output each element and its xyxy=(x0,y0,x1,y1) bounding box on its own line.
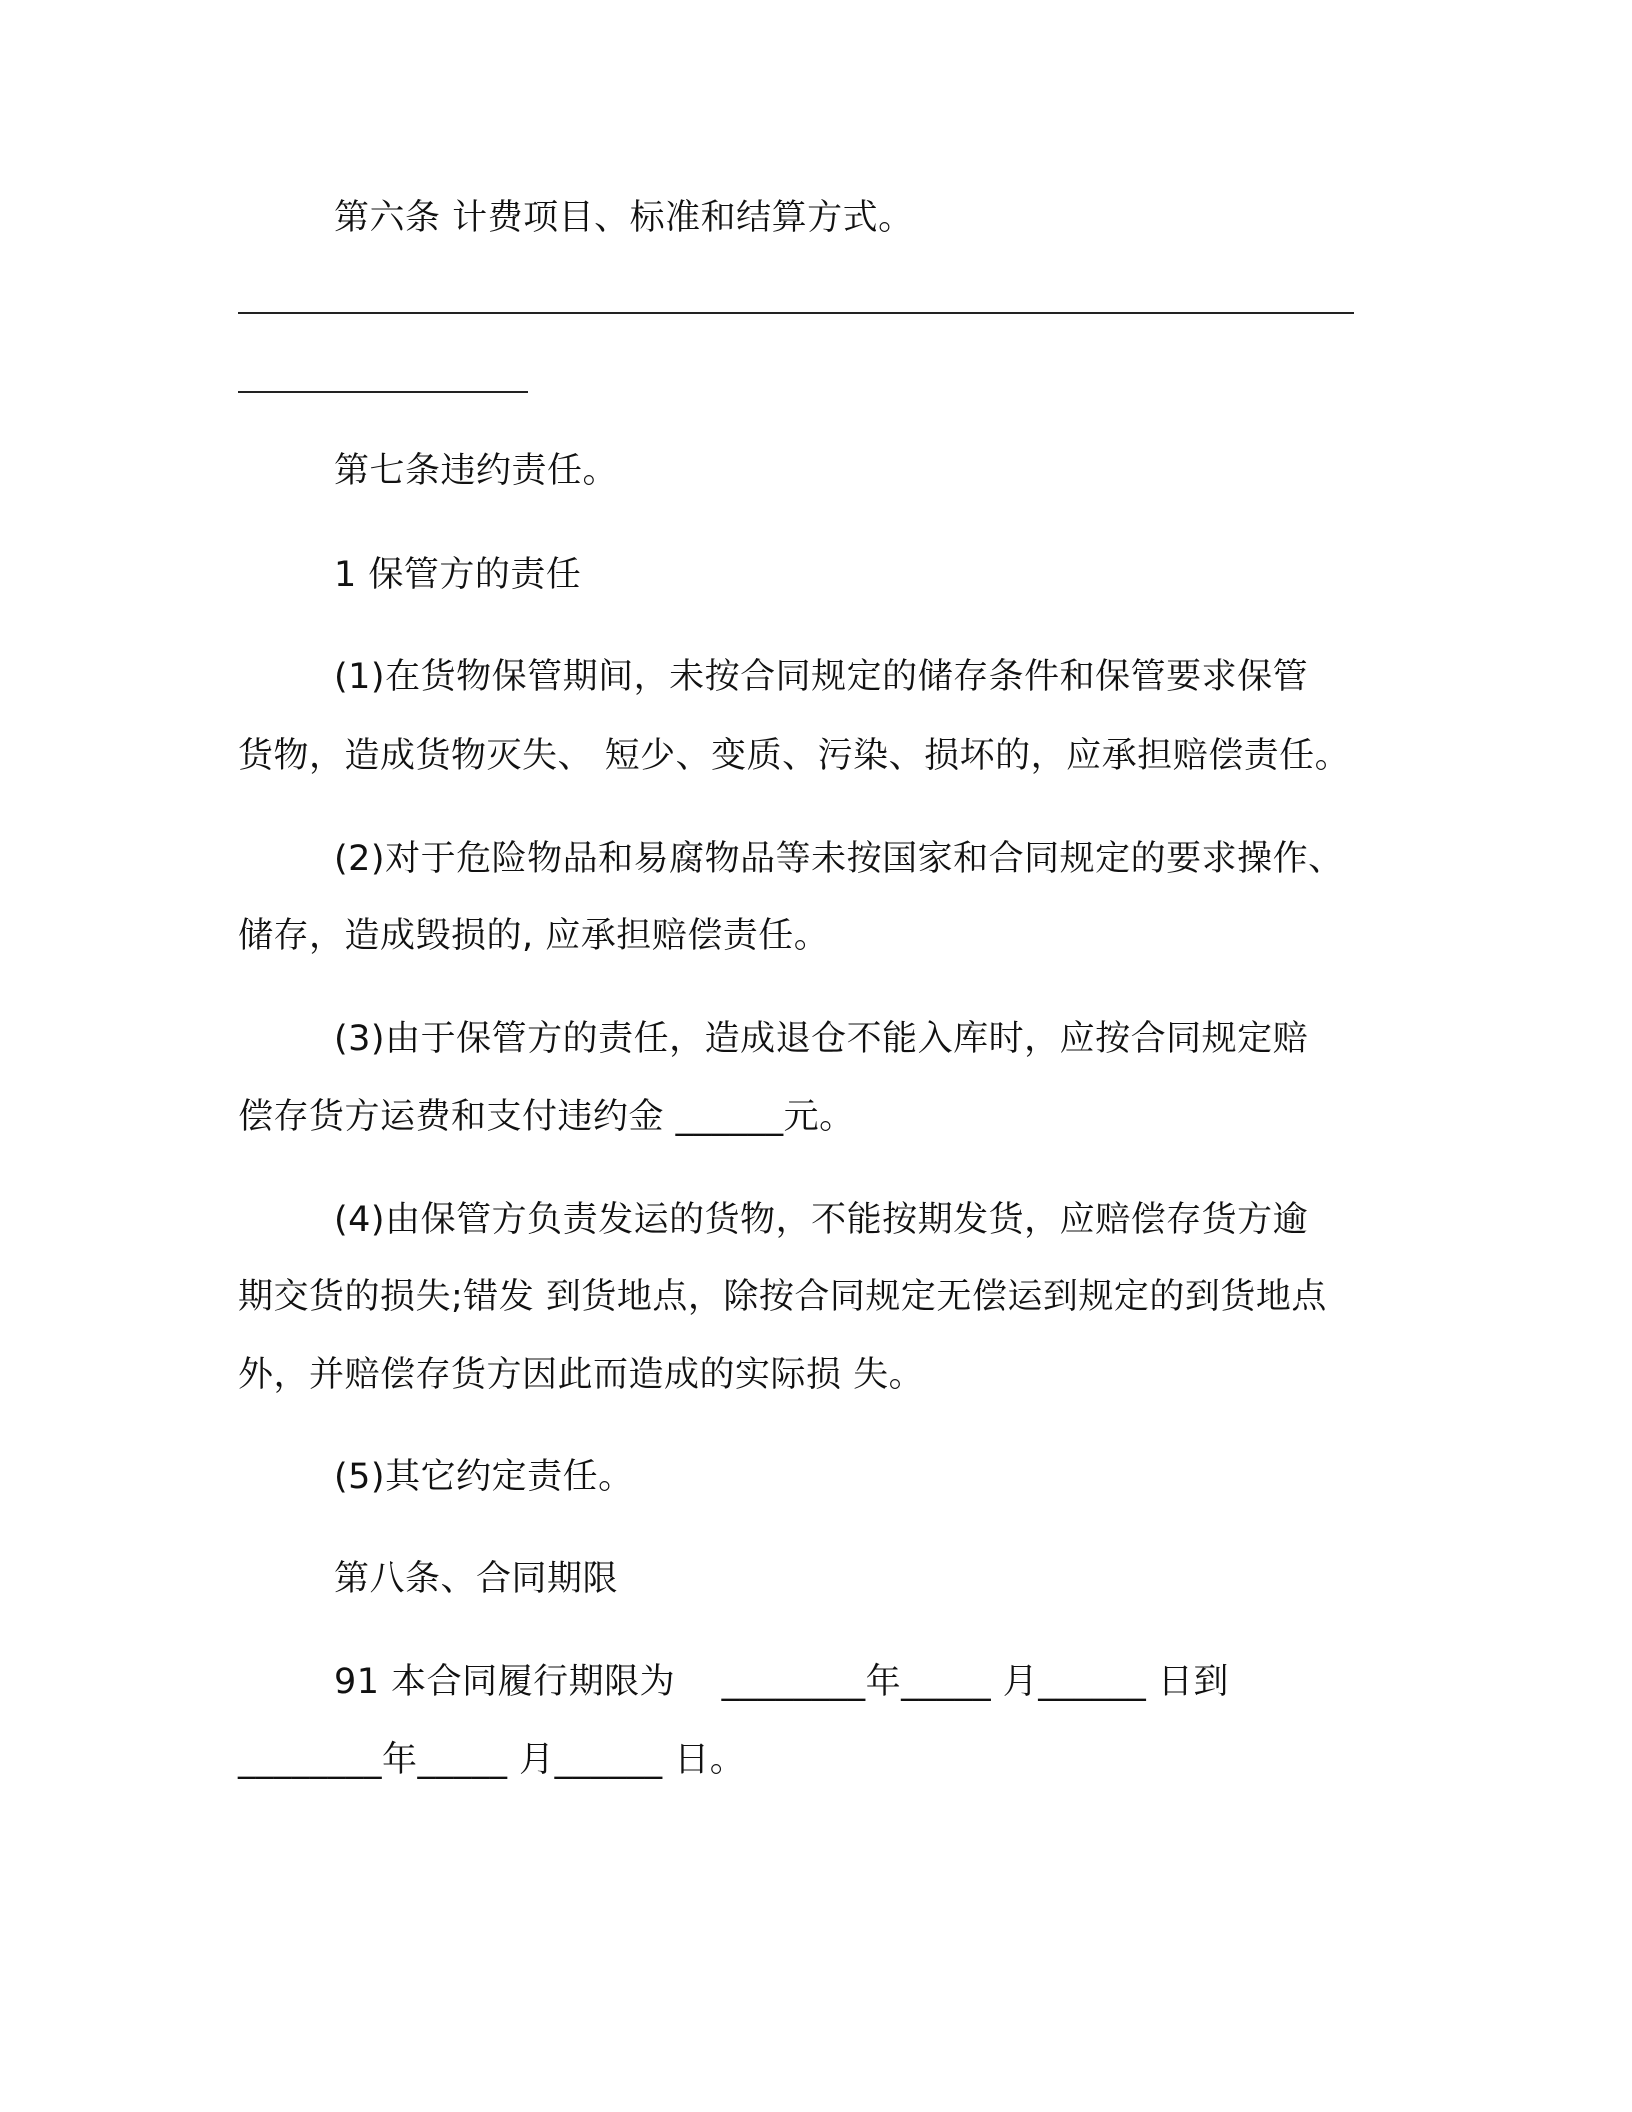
clause-4-line-1: (4)由保管方负责发运的货物，不能按期发货，应赔偿存货方逾 xyxy=(334,1200,1309,1240)
clause-4-line-2: 期交货的损失;错发 到货地点，除按合同规定无偿运到规定的到货地点 xyxy=(238,1277,1327,1317)
article-7-heading: 第七条违约责任。 xyxy=(334,451,619,491)
clause-2-line-1: (2)对于危险物品和易腐物品等未按国家和合同规定的要求操作、 xyxy=(334,839,1344,879)
clause-3-line-1: (3)由于保管方的责任，造成退仓不能入库时，应按合同规定赔 xyxy=(334,1019,1309,1059)
clause-1-line-2: 货物，造成货物灭失、 短少、变质、污染、损坏的，应承担赔偿责任。 xyxy=(238,736,1351,776)
term-line-1: 91 本合同履行期限为 ________年_____ 月______ 日到 xyxy=(334,1662,1229,1702)
clause-5: (5)其它约定责任。 xyxy=(334,1457,634,1497)
article-6-heading: 第六条 计费项目、标准和结算方式。 xyxy=(334,198,914,238)
article-8-heading: 第八条、合同期限 xyxy=(334,1559,619,1599)
blank-fill-line-short xyxy=(238,391,528,393)
clause-1-line-1: (1)在货物保管期间，未按合同规定的储存条件和保管要求保管 xyxy=(334,657,1309,697)
term-line-2: ________年_____ 月______ 日。 xyxy=(238,1740,746,1780)
blank-fill-line xyxy=(238,312,1354,314)
clause-2-line-2: 储存，造成毁损的, 应承担赔偿责任。 xyxy=(238,916,830,956)
clause-4-line-3: 外，并赔偿存货方因此而造成的实际损 失。 xyxy=(238,1355,925,1395)
clause-3-line-2: 偿存货方运费和支付违约金 ______元。 xyxy=(238,1097,855,1137)
custodian-liability-subheading: 1 保管方的责任 xyxy=(334,555,582,595)
